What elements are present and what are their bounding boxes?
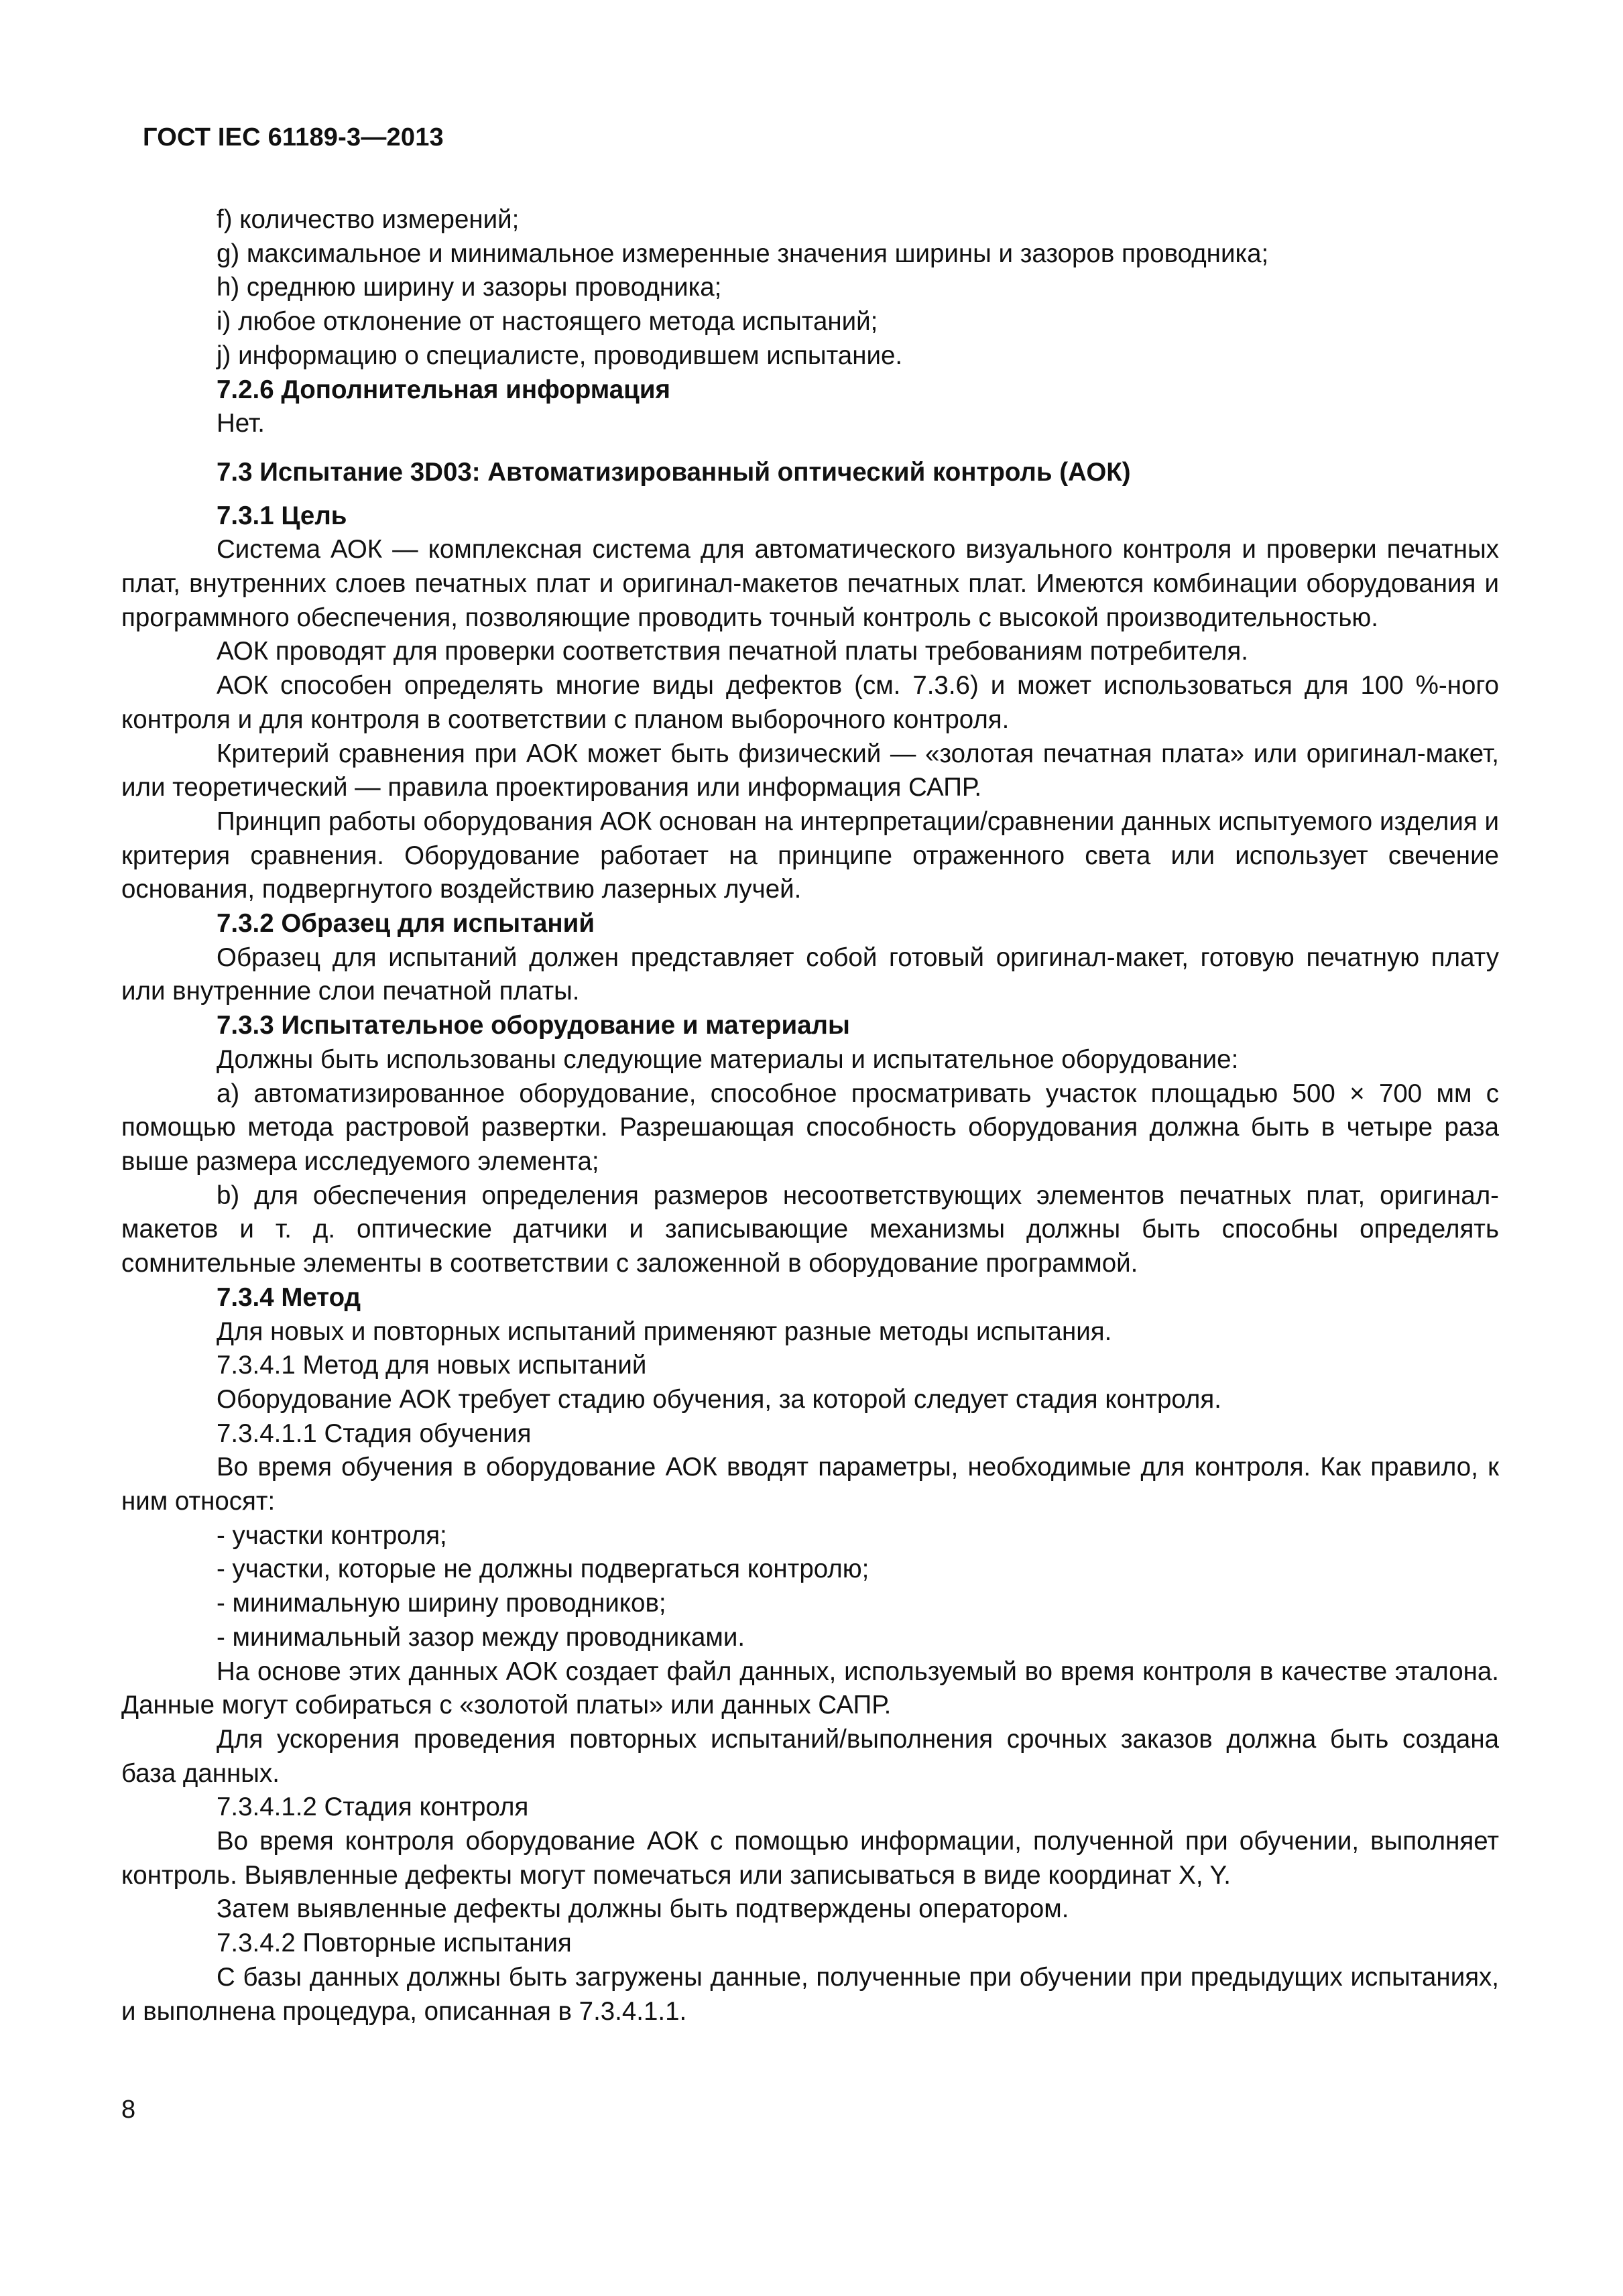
list-item-j: j) информацию о специалисте, проводившем испытание.	[217, 341, 903, 370]
subheading-7-3-4-1: 7.3.4.1 Метод для новых испытаний	[217, 1351, 647, 1380]
heading-7-2-6: 7.2.6 Дополнительная информация	[217, 375, 670, 404]
list-item-f: f) количество измерений;	[217, 205, 520, 234]
subheading-7-3-4-1-1: 7.3.4.1.1 Стадия обучения	[217, 1418, 532, 1448]
heading-7-3-1: 7.3.1 Цель	[217, 501, 347, 530]
paragraph-7-3-4-1-1: Во время обучения в оборудование АОК вводят параметры, необходимые для контроля. Как правило, к ним относят:	[121, 1453, 1499, 1516]
list-item-g: g) максимальное и минимальное измеренные значения ширины и зазоров проводника;	[217, 239, 1269, 268]
paragraph-7-3-4-2: С базы данных должны быть загружены данные, полученные при обучении при предыдущих испытаниях, и выполнена процедура, описанная в 7.3.4.1.1.	[121, 1962, 1499, 2026]
heading-7-3: 7.3 Испытание 3D03: Автоматизированный оптический контроль (АОК)	[217, 457, 1131, 487]
paragraph-7-3-1-d: Критерий сравнения при АОК может быть физический — «золотая печатная плата» или оригинал-макет, или теоретический — правила проектирования или информация САПР.	[121, 739, 1499, 802]
heading-7-3-4: 7.3.4 Метод	[217, 1282, 361, 1312]
paragraph-7-3-4-1: Оборудование АОК требует стадию обучения, за которой следует стадия контроля.	[217, 1384, 1221, 1414]
paragraph-7-3-4-1-2-b: Затем выявленные дефекты должны быть подтверждены оператором.	[217, 1894, 1069, 1924]
dash-item-1: - участки контроля;	[217, 1520, 447, 1550]
dash-item-2: - участки, которые не должны подвергаться контролю;	[217, 1555, 869, 1584]
paragraph-7-3-4-1-2-a: Во время контроля оборудование АОК с помощью информации, полученной при обучении, выполняет контроль. Выявленные дефекты могут помечаться или записываться в виде координат X, Y.	[121, 1827, 1499, 1890]
dash-item-4: - минимальный зазор между проводниками.	[217, 1622, 745, 1652]
paragraph-7-3-3-b: b) для обеспечения определения размеров несоответствующих элементов печатных плат, оригинал-макетов и т. д. оптические датчики и записывающие механизмы должны быть способны определять сомнительные элементы в соответствии с заложенной в оборудование программой.	[121, 1181, 1499, 1278]
paragraph-7-3-4: Для новых и повторных испытаний применяют разные методы испытания.	[217, 1317, 1112, 1346]
list-item-i: i) любое отклонение от настоящего метода испытаний;	[217, 307, 878, 337]
heading-7-3-3: 7.3.3 Испытательное оборудование и материалы	[217, 1011, 850, 1040]
list-item-h: h) среднюю ширину и зазоры проводника;	[217, 273, 722, 302]
page-number: 8	[121, 2096, 136, 2124]
paragraph-7-3-1-a: Система АОК — комплексная система для автоматического визуального контроля и проверки печатных плат, внутренних слоев печатных плат и оригинал-макетов печатных плат. Имеются комбинации оборудования и программного обеспечения, позволяющие проводить точный контроль с высокой производительностью.	[121, 535, 1499, 632]
paragraph-7-2-6: Нет.	[217, 409, 265, 438]
subheading-7-3-4-1-2: 7.3.4.1.2 Стадия контроля	[217, 1793, 529, 1822]
document-code-header: ГОСТ IEC 61189-3—2013	[143, 123, 444, 152]
paragraph-7-3-2: Образец для испытаний должен представляет собой готовый оригинал-макет, готовую печатную плату или внутренние слои печатной платы.	[121, 943, 1499, 1006]
paragraph-7-3-1-c: АОК способен определять многие виды дефектов (см. 7.3.6) и может использоваться для 100 %-ного контроля и для контроля в соответствии с планом выборочного контроля.	[121, 671, 1499, 734]
paragraph-7-3-3-a: a) автоматизированное оборудование, способное просматривать участок площадью 500 × 700 мм с помощью метода растровой развертки. Разрешающая способность оборудования должна быть в четыре раза выше размера исследуемого элемента;	[121, 1079, 1499, 1176]
document-body	[121, 203, 1499, 2029]
paragraph-7-3-3-intro: Должны быть использованы следующие материалы и испытательное оборудование:	[217, 1044, 1239, 1074]
dash-item-3: - минимальную ширину проводников;	[217, 1589, 666, 1618]
heading-7-3-2: 7.3.2 Образец для испытаний	[217, 909, 595, 939]
paragraph-7-3-1-e: Принцип работы оборудования АОК основан на интерпретации/сравнении данных испытуемого изделия и критерия сравнения. Оборудование работает на принципе отраженного света или использует свечение основания, подвергнутого воздействию лазерных лучей.	[121, 806, 1499, 904]
paragraph-7-3-1-b: АОК проводят для проверки соответствия печатной платы требованиям потребителя.	[217, 637, 1248, 666]
paragraph-etalon: На основе этих данных АОК создает файл данных, используемый во время контроля в качестве эталона. Данные могут собираться с «золотой платы» или данных САПР.	[121, 1656, 1499, 1720]
paragraph-database: Для ускорения проведения повторных испытаний/выполнения срочных заказов должна быть создана база данных.	[121, 1724, 1499, 1788]
subheading-7-3-4-2: 7.3.4.2 Повторные испытания	[217, 1929, 572, 1958]
